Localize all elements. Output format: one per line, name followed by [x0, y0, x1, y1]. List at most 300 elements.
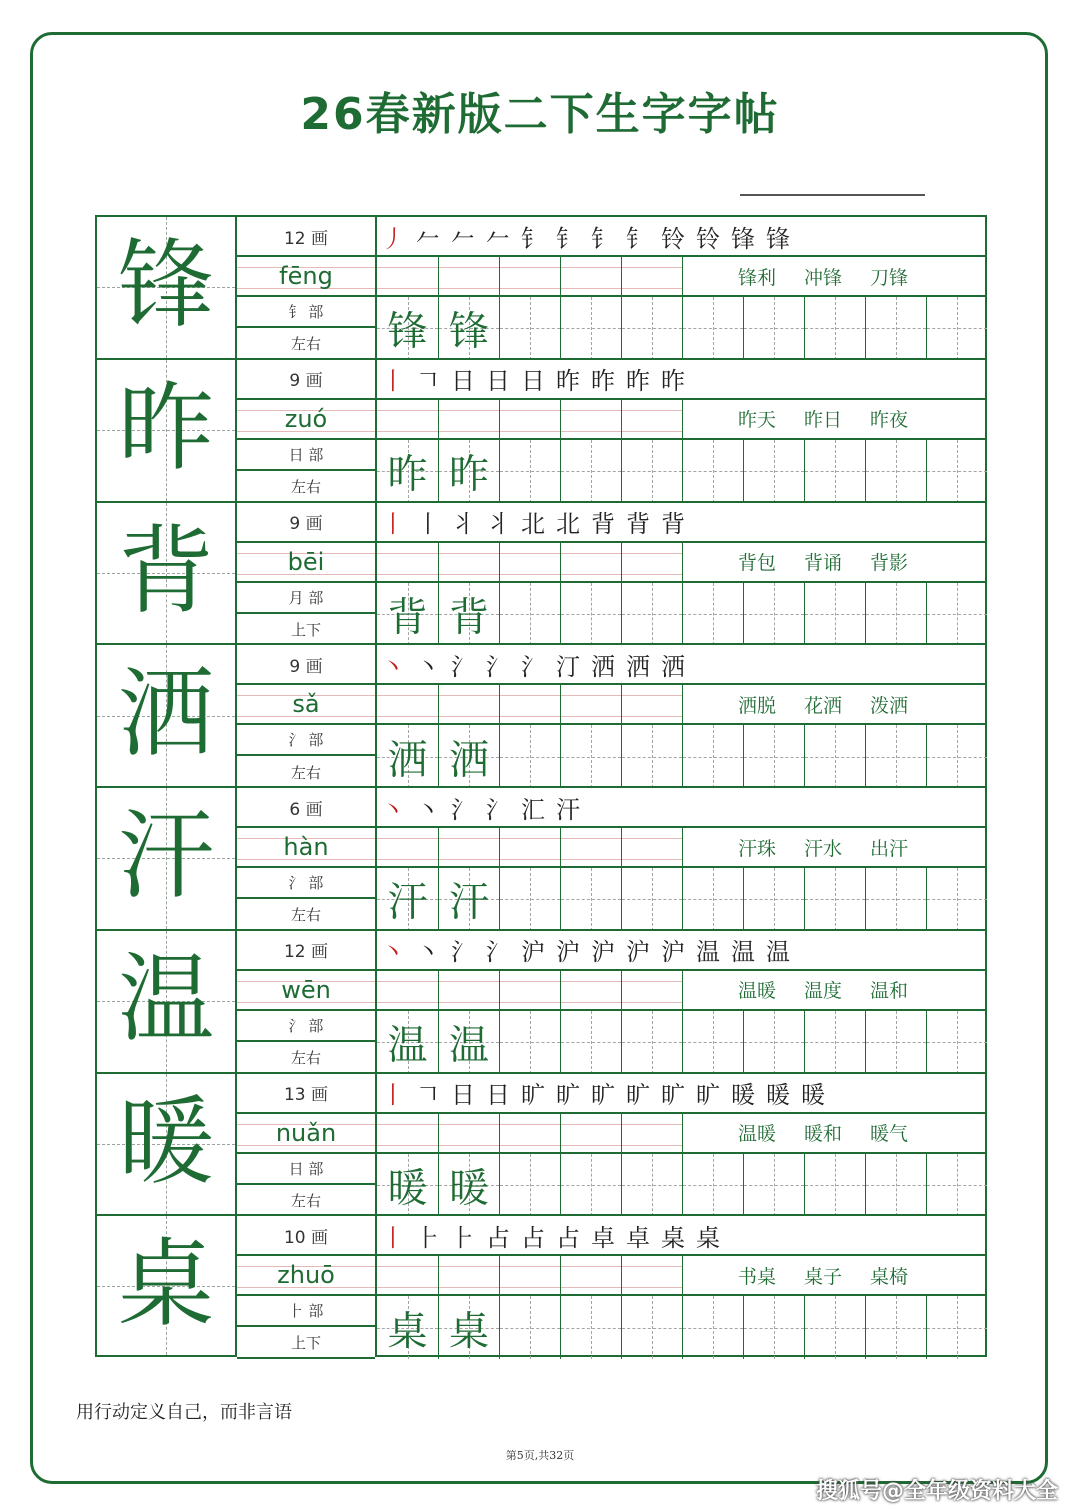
grid-divider — [621, 971, 622, 1009]
character-block — [95, 1072, 987, 1215]
stroke-count: 10 画 — [237, 1216, 375, 1256]
grid-divider — [438, 1114, 439, 1152]
stroke-count: 12 画 — [237, 931, 375, 971]
trace-character: 洒 — [449, 737, 489, 784]
pinyin: zhuō — [277, 1261, 335, 1290]
character-info — [237, 501, 377, 644]
cell-guide-v — [957, 868, 958, 931]
cell-guide-v — [652, 1011, 653, 1074]
tian-cell[interactable] — [682, 868, 743, 931]
pinyin-cell — [237, 1256, 375, 1296]
tian-cell[interactable] — [621, 1296, 682, 1359]
tian-cell[interactable] — [865, 1296, 926, 1359]
tian-cell[interactable] — [438, 868, 499, 931]
main-character: 温 — [118, 943, 214, 1056]
tian-cell[interactable] — [499, 1154, 560, 1217]
cell-guide-v — [530, 1296, 531, 1359]
tian-cell[interactable] — [743, 1296, 804, 1359]
stroke-step: 旷 — [696, 1081, 720, 1109]
tian-cell[interactable] — [621, 1011, 682, 1074]
trace-character: 昨 — [449, 451, 489, 498]
practice-grid — [377, 643, 987, 786]
stroke-step: 氵 — [486, 938, 510, 967]
stroke-step: 旷 — [591, 1081, 615, 1109]
tian-cell[interactable] — [499, 297, 560, 360]
tian-cell[interactable] — [682, 1296, 743, 1359]
tian-cell[interactable] — [560, 583, 621, 646]
stroke-step: 日 — [451, 1081, 475, 1109]
cell-guide-v — [591, 868, 592, 931]
tian-cell[interactable] — [438, 1296, 499, 1359]
tian-cell[interactable] — [682, 583, 743, 646]
grid-divider — [438, 543, 439, 581]
cell-guide-v — [652, 297, 653, 360]
stroke-step: 汀 — [556, 652, 580, 681]
stroke-step: 氵 — [486, 652, 510, 681]
character-block — [95, 643, 987, 786]
tian-cell[interactable] — [499, 1296, 560, 1359]
tian-cell[interactable] — [743, 440, 804, 503]
stroke-step: 铃 — [696, 224, 720, 253]
example-word: 洒脱 — [738, 694, 777, 717]
pinyin-practice-row — [377, 257, 985, 297]
cell-guide-v — [774, 1154, 775, 1217]
grid-divider — [438, 828, 439, 866]
grid-divider — [499, 1114, 500, 1152]
main-character: 昨 — [118, 372, 214, 485]
stroke-order-row — [377, 788, 985, 828]
tian-cell[interactable] — [560, 440, 621, 503]
stroke-step: 氵 — [486, 795, 510, 824]
tian-cell[interactable] — [743, 297, 804, 360]
tian-cell[interactable] — [743, 868, 804, 931]
writing-row — [377, 725, 985, 788]
example-words — [682, 400, 985, 438]
stroke-step: 背 — [591, 510, 615, 538]
stroke-step: 温 — [696, 938, 720, 967]
tian-cell[interactable] — [438, 725, 499, 788]
trace-character: 汗 — [387, 879, 428, 926]
structure: 左右 — [290, 1049, 321, 1068]
tian-cell[interactable] — [682, 297, 743, 360]
radical: 氵 部 — [237, 725, 375, 756]
stroke-step: 丬 — [486, 510, 510, 538]
cell-guide-v — [896, 868, 897, 931]
stroke-step: 铃 — [661, 224, 685, 253]
practice-grid — [377, 1072, 987, 1215]
stroke-step: 旷 — [521, 1081, 545, 1109]
cell-guide-v — [530, 1154, 531, 1217]
tian-cell[interactable] — [926, 297, 987, 360]
tian-cell[interactable] — [865, 583, 926, 646]
tian-cell[interactable] — [621, 440, 682, 503]
example-words — [682, 828, 985, 866]
cell-guide-v — [713, 1011, 714, 1074]
cell-guide-v — [896, 1154, 897, 1217]
grid-divider — [499, 971, 500, 1009]
structure: 左右 — [290, 763, 321, 782]
tian-cell[interactable] — [804, 725, 865, 788]
tian-cell[interactable] — [377, 1154, 438, 1217]
example-word: 出汗 — [870, 837, 909, 860]
tian-cell[interactable] — [865, 1154, 926, 1217]
cell-guide-v — [957, 1154, 958, 1217]
cell-guide-v — [652, 725, 653, 788]
tian-cell[interactable] — [499, 868, 560, 931]
cell-guide-v — [957, 1296, 958, 1359]
radical: 日 部 — [237, 1154, 375, 1185]
cell-guide-v — [713, 1296, 714, 1359]
pinyin-guide-lines — [377, 981, 682, 1003]
stroke-step: 占 — [486, 1223, 510, 1252]
watermark: 搜狐号@全年级资料大全 — [815, 1479, 1058, 1504]
pinyin-cell — [237, 971, 375, 1011]
stroke-step: 卓 — [626, 1223, 650, 1252]
pinyin-guide-lines — [377, 695, 682, 717]
main-character-cell — [95, 358, 237, 501]
example-word: 汗水 — [804, 837, 843, 860]
cell-guide-v — [591, 297, 592, 360]
tian-cell[interactable] — [865, 725, 926, 788]
cell-guide-v — [591, 583, 592, 646]
tian-cell[interactable] — [682, 1154, 743, 1217]
cell-guide-v — [774, 725, 775, 788]
example-words — [682, 1256, 985, 1294]
trace-character: 暖 — [449, 1165, 489, 1212]
practice-grid — [377, 929, 987, 1072]
tian-cell[interactable] — [926, 1011, 987, 1074]
grid-divider — [560, 1114, 561, 1152]
pinyin: zuó — [284, 404, 328, 433]
example-words — [682, 971, 985, 1009]
tian-cell[interactable] — [438, 583, 499, 646]
stroke-count: 9 画 — [237, 645, 375, 685]
stroke-step: 氵 — [451, 795, 475, 824]
tian-cell[interactable] — [377, 583, 438, 646]
tian-cell[interactable] — [621, 1154, 682, 1217]
character-info — [237, 786, 377, 929]
stroke-step: 桌 — [696, 1223, 720, 1252]
cell-guide-v — [713, 725, 714, 788]
tian-cell[interactable] — [804, 583, 865, 646]
example-word: 背诵 — [804, 552, 843, 574]
pinyin: wēn — [281, 975, 331, 1004]
cell-guide-v — [896, 725, 897, 788]
tian-cell[interactable] — [621, 297, 682, 360]
tian-cell[interactable] — [499, 583, 560, 646]
writing-row — [377, 440, 985, 503]
stroke-step: 丨 — [381, 1223, 405, 1252]
tian-cell[interactable] — [926, 868, 987, 931]
cell-guide-v — [896, 583, 897, 646]
character-info — [237, 1072, 377, 1215]
stroke-step: 𠃍 — [416, 367, 440, 396]
pinyin-practice-row — [377, 971, 985, 1011]
tian-cell[interactable] — [621, 868, 682, 931]
stroke-count: 9 画 — [237, 360, 375, 400]
trace-character: 桌 — [449, 1308, 489, 1355]
cell-guide-v — [835, 868, 836, 931]
example-words — [682, 543, 985, 581]
tian-cell[interactable] — [804, 1154, 865, 1217]
cell-guide-v — [713, 583, 714, 646]
cell-guide-v — [713, 297, 714, 360]
radical: 日 部 — [237, 440, 375, 471]
pinyin: sǎ — [292, 690, 320, 719]
character-block — [95, 215, 987, 358]
cell-guide-v — [835, 725, 836, 788]
tian-cell[interactable] — [865, 297, 926, 360]
tian-cell[interactable] — [804, 440, 865, 503]
stroke-step: 日 — [451, 367, 475, 396]
tian-cell[interactable] — [499, 1011, 560, 1074]
tian-cell[interactable] — [926, 1154, 987, 1217]
cell-guide-v — [530, 297, 531, 360]
pinyin-guide-lines — [377, 553, 682, 575]
grid-divider — [438, 400, 439, 438]
trace-character: 背 — [449, 594, 489, 641]
grid-divider — [499, 685, 500, 723]
stroke-step: 𠂉 — [416, 224, 440, 253]
stroke-step: 沪 — [521, 938, 545, 967]
tian-cell[interactable] — [804, 297, 865, 360]
tian-cell[interactable] — [438, 1011, 499, 1074]
example-word: 温度 — [804, 980, 843, 1003]
main-character-cell — [95, 215, 237, 358]
tian-cell[interactable] — [743, 725, 804, 788]
stroke-step: 沪 — [556, 938, 580, 967]
tian-cell[interactable] — [926, 583, 987, 646]
example-word: 花洒 — [804, 694, 843, 717]
cell-guide-v — [530, 583, 531, 646]
stroke-step: 丨 — [381, 510, 405, 538]
tian-cell[interactable] — [865, 440, 926, 503]
stroke-step: 𠃍 — [416, 1081, 440, 1109]
stroke-step: 旷 — [626, 1081, 650, 1109]
grid-divider — [499, 400, 500, 438]
stroke-step: 丶 — [381, 652, 405, 681]
stroke-step: ⺊ — [451, 1223, 475, 1252]
grid-divider — [560, 971, 561, 1009]
tian-cell[interactable] — [560, 297, 621, 360]
tian-cell[interactable] — [377, 1296, 438, 1359]
example-word: 昨天 — [738, 409, 777, 432]
cell-guide-v — [530, 1011, 531, 1074]
main-character: 汗 — [118, 800, 214, 913]
writing-row — [377, 297, 985, 360]
tian-cell[interactable] — [743, 1011, 804, 1074]
grid-divider — [621, 685, 622, 723]
trace-character: 昨 — [387, 451, 428, 498]
character-info — [237, 215, 377, 358]
tian-cell[interactable] — [499, 725, 560, 788]
cell-guide-v — [591, 1011, 592, 1074]
example-word: 汗珠 — [738, 837, 777, 860]
stroke-step: 洒 — [591, 652, 615, 681]
pinyin-practice-row — [377, 1256, 985, 1296]
cell-guide-v — [774, 868, 775, 931]
pinyin-guide-lines — [377, 410, 682, 432]
stroke-step: 沪 — [661, 938, 685, 967]
cell-guide-v — [835, 1154, 836, 1217]
tian-cell[interactable] — [560, 1011, 621, 1074]
example-word: 刀锋 — [870, 266, 909, 289]
character-info — [237, 929, 377, 1072]
tian-cell[interactable] — [560, 1296, 621, 1359]
tian-cell[interactable] — [438, 1154, 499, 1217]
example-words — [682, 1114, 985, 1152]
grid-divider — [438, 685, 439, 723]
tian-cell[interactable] — [560, 868, 621, 931]
grid-divider — [438, 1256, 439, 1294]
stroke-step: 洒 — [661, 652, 685, 681]
cell-guide-v — [774, 297, 775, 360]
tian-cell[interactable] — [377, 725, 438, 788]
main-character-cell — [95, 643, 237, 786]
trace-character: 背 — [387, 594, 428, 641]
radical: 氵 部 — [237, 1011, 375, 1042]
trace-character: 桌 — [387, 1308, 428, 1355]
stroke-step: ⺊ — [416, 1223, 440, 1252]
stroke-step: 日 — [486, 1081, 510, 1109]
pinyin-cell — [237, 543, 375, 583]
main-character-cell — [95, 501, 237, 644]
practice-grid — [377, 501, 987, 644]
grid-divider — [560, 400, 561, 438]
stroke-step: 氵 — [521, 652, 545, 681]
tian-cell[interactable] — [865, 1011, 926, 1074]
stroke-order-row — [377, 1216, 985, 1256]
tian-cell[interactable] — [560, 1154, 621, 1217]
character-sheet — [95, 215, 987, 1357]
tian-cell[interactable] — [682, 1011, 743, 1074]
tian-cell[interactable] — [377, 1011, 438, 1074]
grid-divider — [621, 543, 622, 581]
cell-guide-v — [896, 1296, 897, 1359]
cell-guide-v — [957, 583, 958, 646]
tian-cell[interactable] — [743, 583, 804, 646]
stroke-step: 丿 — [381, 224, 405, 253]
cell-guide-v — [957, 440, 958, 503]
character-block — [95, 358, 987, 501]
stroke-step: 卓 — [591, 1223, 615, 1252]
stroke-order-row — [377, 1074, 985, 1114]
tian-cell[interactable] — [377, 440, 438, 503]
cell-guide-v — [713, 868, 714, 931]
cell-guide-v — [835, 583, 836, 646]
grid-divider — [560, 685, 561, 723]
stroke-step: 丶 — [381, 795, 405, 824]
tian-cell[interactable] — [499, 440, 560, 503]
cell-guide-v — [896, 297, 897, 360]
cell-guide-v — [835, 1296, 836, 1359]
structure: 左右 — [290, 335, 321, 354]
example-word: 泼洒 — [870, 694, 909, 717]
tian-cell[interactable] — [926, 1296, 987, 1359]
example-words — [682, 685, 985, 723]
pinyin-cell — [237, 257, 375, 297]
grid-divider — [499, 257, 500, 295]
tian-cell[interactable] — [804, 868, 865, 931]
main-character: 背 — [118, 514, 214, 627]
tian-cell[interactable] — [377, 297, 438, 360]
practice-grid — [377, 1214, 987, 1357]
grid-divider — [621, 828, 622, 866]
tian-cell[interactable] — [621, 725, 682, 788]
tian-cell[interactable] — [621, 583, 682, 646]
cell-guide-v — [774, 1011, 775, 1074]
example-word: 背包 — [738, 552, 777, 574]
stroke-step: 沪 — [591, 938, 615, 967]
pinyin-cell — [237, 828, 375, 868]
stroke-step: 昨 — [591, 367, 615, 396]
stroke-step: 氵 — [451, 652, 475, 681]
grid-divider — [499, 828, 500, 866]
grid-divider — [499, 1256, 500, 1294]
stroke-step: 昨 — [556, 367, 580, 396]
stroke-step: 北 — [556, 510, 580, 538]
pinyin: hàn — [283, 833, 329, 861]
cell-guide-v — [530, 440, 531, 503]
pinyin-practice-row — [377, 400, 985, 440]
tian-cell[interactable] — [377, 868, 438, 931]
tian-cell[interactable] — [743, 1154, 804, 1217]
tian-cell[interactable] — [682, 440, 743, 503]
cell-guide-v — [774, 583, 775, 646]
tian-cell[interactable] — [438, 297, 499, 360]
tian-cell[interactable] — [682, 725, 743, 788]
example-word: 冲锋 — [804, 266, 843, 289]
example-words — [682, 257, 985, 295]
tian-cell[interactable] — [926, 725, 987, 788]
cell-guide-v — [957, 1011, 958, 1074]
tian-cell[interactable] — [804, 1011, 865, 1074]
tian-cell[interactable] — [804, 1296, 865, 1359]
practice-grid — [377, 358, 987, 501]
page-title: 26春新版二下生字字帖 — [300, 89, 780, 140]
tian-cell[interactable] — [560, 725, 621, 788]
grid-divider — [621, 1256, 622, 1294]
tian-cell[interactable] — [865, 868, 926, 931]
example-word: 温暖 — [738, 980, 777, 1003]
tian-cell[interactable] — [926, 440, 987, 503]
trace-character: 锋 — [387, 308, 428, 355]
stroke-step: 锋 — [766, 224, 790, 253]
stroke-step: 钅 — [626, 224, 650, 253]
cell-guide-v — [591, 440, 592, 503]
stroke-step: 占 — [556, 1223, 580, 1252]
example-word: 暖和 — [804, 1123, 843, 1145]
trace-character: 温 — [449, 1022, 489, 1069]
example-word: 书桌 — [738, 1265, 777, 1288]
stroke-order-row — [377, 503, 985, 543]
tian-cell[interactable] — [438, 440, 499, 503]
structure: 左右 — [290, 478, 321, 497]
main-character: 暖 — [118, 1085, 214, 1198]
writing-row — [377, 583, 985, 646]
stroke-order-row — [377, 931, 985, 971]
cell-guide-v — [896, 1011, 897, 1074]
radical: ⺊ 部 — [237, 1296, 375, 1327]
pinyin: fēng — [279, 262, 333, 290]
stroke-step: 沪 — [626, 938, 650, 967]
cell-guide-v — [835, 297, 836, 360]
pinyin-practice-row — [377, 828, 985, 868]
cell-guide-v — [591, 725, 592, 788]
pinyin-guide-lines — [377, 1266, 682, 1288]
motto: 用行动定义自己，而非言语 — [76, 1402, 292, 1423]
cell-guide-v — [957, 725, 958, 788]
